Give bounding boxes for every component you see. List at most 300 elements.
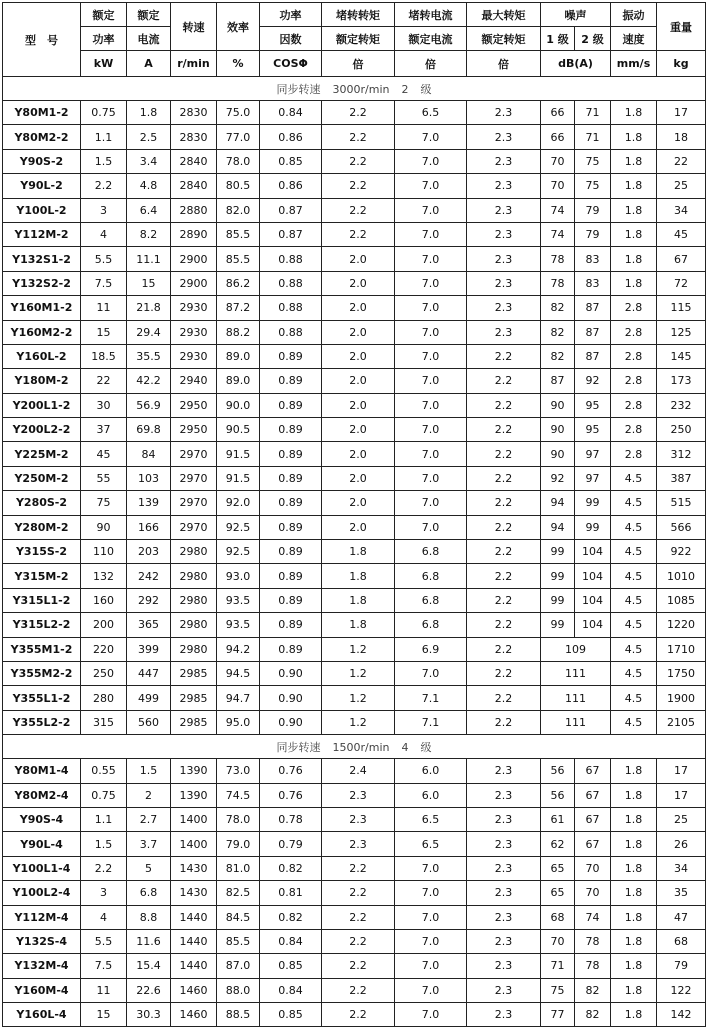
cell-power-factor: 0.88	[260, 320, 322, 344]
cell-noise-grade-2: 104	[575, 588, 611, 612]
cell-model: Y200L1-2	[3, 393, 81, 417]
cell-locked-current: 7.0	[395, 418, 467, 442]
cell-noise-grade-2: 104	[575, 564, 611, 588]
table-row	[3, 271, 706, 295]
header-power-factor-1: 功率	[260, 3, 322, 27]
cell-efficiency: 94.5	[217, 661, 260, 685]
cell-speed: 2980	[171, 637, 217, 661]
cell-speed: 1400	[171, 832, 217, 856]
cell-noise-grade-1: 68	[541, 905, 575, 929]
cell-rated-current: 35.5	[127, 344, 171, 368]
cell-efficiency: 89.0	[217, 344, 260, 368]
cell-noise-grade-2: 67	[575, 783, 611, 807]
cell-efficiency: 89.0	[217, 369, 260, 393]
cell-power-factor: 0.84	[260, 929, 322, 953]
cell-rated-current: 292	[127, 588, 171, 612]
cell-efficiency: 94.7	[217, 686, 260, 710]
cell-max-torque: 2.3	[467, 320, 541, 344]
cell-locked-current: 7.1	[395, 686, 467, 710]
table-row	[3, 637, 706, 661]
cell-power-factor: 0.85	[260, 149, 322, 173]
cell-noise-grade-1: 66	[541, 125, 575, 149]
cell-max-torque: 2.2	[467, 515, 541, 539]
table-row	[3, 783, 706, 807]
cell-model: Y250M-2	[3, 466, 81, 490]
cell-rated-current: 103	[127, 466, 171, 490]
cell-rated-current: 15	[127, 271, 171, 295]
cell-locked-torque: 2.0	[322, 369, 395, 393]
table-header	[3, 3, 706, 77]
cell-rated-current: 56.9	[127, 393, 171, 417]
cell-locked-torque: 2.3	[322, 783, 395, 807]
cell-speed: 2880	[171, 198, 217, 222]
table-row	[3, 686, 706, 710]
section-speed-label: 同步转速	[276, 82, 321, 96]
cell-vibration: 2.8	[611, 442, 657, 466]
header-model: 型 号	[3, 3, 81, 77]
cell-rated-current: 15.4	[127, 954, 171, 978]
table-row	[3, 759, 706, 783]
cell-locked-current: 7.0	[395, 271, 467, 295]
cell-locked-current: 7.0	[395, 125, 467, 149]
cell-efficiency: 75.0	[217, 101, 260, 125]
cell-noise-grade-2: 95	[575, 393, 611, 417]
cell-locked-torque: 2.0	[322, 320, 395, 344]
cell-weight: 67	[657, 247, 706, 271]
cell-noise-grade-1: 90	[541, 393, 575, 417]
cell-speed: 2980	[171, 540, 217, 564]
cell-model: Y160M1-2	[3, 296, 81, 320]
cell-speed: 2940	[171, 369, 217, 393]
cell-locked-current: 6.5	[395, 807, 467, 831]
cell-rated-power: 90	[81, 515, 127, 539]
cell-weight: 17	[657, 759, 706, 783]
cell-rated-power: 2.2	[81, 174, 127, 198]
cell-locked-current: 6.0	[395, 783, 467, 807]
cell-locked-current: 7.0	[395, 978, 467, 1002]
cell-rated-current: 8.8	[127, 905, 171, 929]
cell-efficiency: 87.2	[217, 296, 260, 320]
cell-locked-current: 6.8	[395, 540, 467, 564]
cell-rated-power: 200	[81, 613, 127, 637]
cell-rated-power: 0.75	[81, 101, 127, 125]
header-weight: 重量	[657, 3, 706, 51]
cell-rated-current: 6.4	[127, 198, 171, 222]
cell-efficiency: 74.5	[217, 783, 260, 807]
cell-locked-current: 7.0	[395, 344, 467, 368]
cell-locked-current: 7.0	[395, 174, 467, 198]
cell-vibration: 2.8	[611, 344, 657, 368]
cell-noise-grade-1: 99	[541, 613, 575, 637]
table-row	[3, 588, 706, 612]
cell-power-factor: 0.86	[260, 125, 322, 149]
cell-noise-grade-2: 99	[575, 515, 611, 539]
table-row	[3, 320, 706, 344]
cell-rated-current: 4.8	[127, 174, 171, 198]
cell-speed: 1440	[171, 905, 217, 929]
cell-locked-torque: 2.0	[322, 393, 395, 417]
cell-rated-current: 69.8	[127, 418, 171, 442]
cell-vibration: 4.5	[611, 686, 657, 710]
section-pole-count: 4	[401, 740, 409, 754]
table-row	[3, 881, 706, 905]
cell-noise-grade-1: 87	[541, 369, 575, 393]
cell-power-factor: 0.76	[260, 783, 322, 807]
cell-model: Y80M2-2	[3, 125, 81, 149]
cell-model: Y90S-2	[3, 149, 81, 173]
cell-speed: 2930	[171, 296, 217, 320]
cell-rated-power: 1.1	[81, 807, 127, 831]
cell-power-factor: 0.88	[260, 247, 322, 271]
cell-noise-grade-1: 82	[541, 344, 575, 368]
cell-power-factor: 0.89	[260, 466, 322, 490]
cell-efficiency: 84.5	[217, 905, 260, 929]
cell-noise-grade-1: 82	[541, 296, 575, 320]
cell-speed: 2930	[171, 320, 217, 344]
cell-locked-current: 6.5	[395, 101, 467, 125]
cell-efficiency: 95.0	[217, 710, 260, 734]
header-speed: 转速	[171, 3, 217, 51]
cell-efficiency: 93.5	[217, 613, 260, 637]
cell-weight: 34	[657, 198, 706, 222]
table-row	[3, 491, 706, 515]
header-locked-torque-1: 堵转转矩	[322, 3, 395, 27]
cell-speed: 2980	[171, 588, 217, 612]
cell-noise-grade-1: 92	[541, 466, 575, 490]
cell-rated-current: 5	[127, 856, 171, 880]
cell-efficiency: 90.5	[217, 418, 260, 442]
cell-noise: 111	[541, 661, 611, 685]
cell-speed: 2970	[171, 491, 217, 515]
cell-locked-torque: 1.2	[322, 710, 395, 734]
unit-locked-current: 倍	[395, 51, 467, 77]
cell-locked-current: 7.0	[395, 661, 467, 685]
cell-noise-grade-2: 75	[575, 149, 611, 173]
table-row	[3, 418, 706, 442]
cell-rated-current: 84	[127, 442, 171, 466]
cell-weight: 1900	[657, 686, 706, 710]
section-header-row	[3, 735, 706, 759]
cell-power-factor: 0.88	[260, 296, 322, 320]
cell-max-torque: 2.2	[467, 418, 541, 442]
cell-vibration: 2.8	[611, 393, 657, 417]
cell-locked-current: 6.5	[395, 832, 467, 856]
cell-rated-current: 399	[127, 637, 171, 661]
cell-rated-power: 132	[81, 564, 127, 588]
header-rated-power-1: 额定	[81, 3, 127, 27]
cell-weight: 17	[657, 783, 706, 807]
cell-model: Y132S1-2	[3, 247, 81, 271]
cell-vibration: 4.5	[611, 613, 657, 637]
cell-vibration: 1.8	[611, 101, 657, 125]
cell-model: Y315L2-2	[3, 613, 81, 637]
cell-speed: 1430	[171, 881, 217, 905]
cell-rated-power: 11	[81, 978, 127, 1002]
table-row	[3, 856, 706, 880]
cell-power-factor: 0.89	[260, 588, 322, 612]
cell-weight: 115	[657, 296, 706, 320]
cell-vibration: 4.5	[611, 710, 657, 734]
section-header-cell	[3, 77, 706, 101]
cell-noise-grade-1: 99	[541, 540, 575, 564]
cell-model: Y280S-2	[3, 491, 81, 515]
cell-vibration: 1.8	[611, 174, 657, 198]
cell-locked-torque: 1.2	[322, 637, 395, 661]
cell-noise-grade-1: 82	[541, 320, 575, 344]
cell-weight: 1085	[657, 588, 706, 612]
cell-power-factor: 0.90	[260, 686, 322, 710]
cell-rated-current: 203	[127, 540, 171, 564]
cell-vibration: 1.8	[611, 881, 657, 905]
cell-speed: 2985	[171, 710, 217, 734]
cell-max-torque: 2.2	[467, 491, 541, 515]
unit-rated-current: A	[127, 51, 171, 77]
table-row	[3, 442, 706, 466]
header-noise-grade-1: 1 级	[541, 27, 575, 51]
cell-speed: 2950	[171, 393, 217, 417]
cell-speed: 2930	[171, 344, 217, 368]
header-efficiency: 效率	[217, 3, 260, 51]
cell-vibration: 1.8	[611, 905, 657, 929]
cell-efficiency: 80.5	[217, 174, 260, 198]
cell-max-torque: 2.2	[467, 637, 541, 661]
unit-locked-torque: 倍	[322, 51, 395, 77]
cell-rated-current: 3.4	[127, 149, 171, 173]
cell-rated-power: 2.2	[81, 856, 127, 880]
unit-vibration: mm/s	[611, 51, 657, 77]
cell-power-factor: 0.87	[260, 222, 322, 246]
cell-power-factor: 0.90	[260, 710, 322, 734]
cell-rated-power: 0.75	[81, 783, 127, 807]
cell-vibration: 1.8	[611, 149, 657, 173]
cell-locked-torque: 2.2	[322, 1003, 395, 1027]
cell-rated-power: 280	[81, 686, 127, 710]
cell-efficiency: 88.2	[217, 320, 260, 344]
cell-model: Y315S-2	[3, 540, 81, 564]
cell-model: Y225M-2	[3, 442, 81, 466]
cell-weight: 35	[657, 881, 706, 905]
cell-power-factor: 0.89	[260, 393, 322, 417]
cell-noise-grade-1: 74	[541, 198, 575, 222]
cell-rated-current: 139	[127, 491, 171, 515]
cell-weight: 566	[657, 515, 706, 539]
cell-max-torque: 2.3	[467, 101, 541, 125]
cell-locked-current: 6.8	[395, 613, 467, 637]
cell-rated-power: 315	[81, 710, 127, 734]
cell-locked-torque: 1.2	[322, 661, 395, 685]
cell-efficiency: 77.0	[217, 125, 260, 149]
cell-locked-current: 7.0	[395, 442, 467, 466]
unit-weight: kg	[657, 51, 706, 77]
cell-speed: 1440	[171, 929, 217, 953]
section-speed-label: 同步转速	[276, 740, 321, 754]
cell-power-factor: 0.89	[260, 637, 322, 661]
cell-rated-power: 250	[81, 661, 127, 685]
cell-model: Y280M-2	[3, 515, 81, 539]
cell-model: Y200L2-2	[3, 418, 81, 442]
cell-locked-torque: 2.0	[322, 515, 395, 539]
cell-model: Y90S-4	[3, 807, 81, 831]
cell-vibration: 2.8	[611, 418, 657, 442]
table-row	[3, 198, 706, 222]
header-rated-power-2: 功率	[81, 27, 127, 51]
cell-efficiency: 91.5	[217, 466, 260, 490]
cell-noise-grade-1: 56	[541, 759, 575, 783]
cell-weight: 25	[657, 807, 706, 831]
cell-vibration: 4.5	[611, 588, 657, 612]
cell-power-factor: 0.87	[260, 198, 322, 222]
cell-weight: 25	[657, 174, 706, 198]
table-row	[3, 807, 706, 831]
cell-power-factor: 0.89	[260, 613, 322, 637]
cell-max-torque: 2.3	[467, 881, 541, 905]
cell-speed: 1460	[171, 1003, 217, 1027]
cell-rated-current: 42.2	[127, 369, 171, 393]
cell-locked-torque: 2.2	[322, 222, 395, 246]
cell-noise-grade-1: 70	[541, 149, 575, 173]
cell-noise-grade-1: 74	[541, 222, 575, 246]
cell-efficiency: 82.5	[217, 881, 260, 905]
cell-power-factor: 0.89	[260, 515, 322, 539]
cell-weight: 1220	[657, 613, 706, 637]
cell-efficiency: 78.0	[217, 807, 260, 831]
cell-locked-current: 7.0	[395, 881, 467, 905]
cell-power-factor: 0.84	[260, 101, 322, 125]
cell-efficiency: 85.5	[217, 222, 260, 246]
cell-noise: 111	[541, 686, 611, 710]
cell-noise-grade-1: 75	[541, 978, 575, 1002]
cell-noise-grade-1: 65	[541, 856, 575, 880]
unit-power-factor: COSΦ	[260, 51, 322, 77]
cell-noise-grade-2: 70	[575, 881, 611, 905]
cell-weight: 1710	[657, 637, 706, 661]
cell-locked-torque: 1.8	[322, 540, 395, 564]
table-row	[3, 393, 706, 417]
cell-rated-power: 18.5	[81, 344, 127, 368]
cell-speed: 1430	[171, 856, 217, 880]
cell-speed: 2840	[171, 174, 217, 198]
cell-locked-torque: 2.0	[322, 442, 395, 466]
cell-locked-torque: 2.0	[322, 247, 395, 271]
cell-efficiency: 87.0	[217, 954, 260, 978]
cell-model: Y160M-4	[3, 978, 81, 1002]
cell-vibration: 4.5	[611, 491, 657, 515]
cell-noise-grade-1: 99	[541, 564, 575, 588]
cell-locked-torque: 1.2	[322, 686, 395, 710]
cell-efficiency: 90.0	[217, 393, 260, 417]
cell-rated-power: 5.5	[81, 247, 127, 271]
section-pole-label: 级	[420, 740, 432, 754]
cell-weight: 173	[657, 369, 706, 393]
cell-vibration: 1.8	[611, 198, 657, 222]
cell-rated-current: 3.7	[127, 832, 171, 856]
cell-locked-torque: 1.8	[322, 564, 395, 588]
cell-rated-power: 11	[81, 296, 127, 320]
cell-speed: 2830	[171, 125, 217, 149]
cell-rated-power: 75	[81, 491, 127, 515]
cell-noise-grade-2: 75	[575, 174, 611, 198]
cell-model: Y132M-4	[3, 954, 81, 978]
cell-noise-grade-2: 99	[575, 491, 611, 515]
cell-locked-current: 7.0	[395, 856, 467, 880]
cell-rated-power: 1.5	[81, 149, 127, 173]
cell-locked-torque: 2.2	[322, 929, 395, 953]
section-speed-value: 1500r/min	[332, 740, 390, 754]
cell-locked-current: 7.0	[395, 393, 467, 417]
cell-rated-power: 1.1	[81, 125, 127, 149]
section-header-row	[3, 77, 706, 101]
cell-efficiency: 93.0	[217, 564, 260, 588]
cell-model: Y160L-4	[3, 1003, 81, 1027]
cell-max-torque: 2.3	[467, 198, 541, 222]
cell-max-torque: 2.3	[467, 247, 541, 271]
cell-model: Y80M1-4	[3, 759, 81, 783]
table-row	[3, 710, 706, 734]
cell-power-factor: 0.89	[260, 564, 322, 588]
cell-model: Y80M1-2	[3, 101, 81, 125]
cell-rated-current: 2.7	[127, 807, 171, 831]
header-locked-torque-2: 额定转矩	[322, 27, 395, 51]
cell-power-factor: 0.86	[260, 174, 322, 198]
cell-rated-power: 3	[81, 881, 127, 905]
cell-rated-current: 242	[127, 564, 171, 588]
cell-locked-current: 7.0	[395, 296, 467, 320]
cell-max-torque: 2.3	[467, 1003, 541, 1027]
table-body	[3, 77, 706, 1027]
cell-max-torque: 2.3	[467, 296, 541, 320]
cell-locked-torque: 2.2	[322, 881, 395, 905]
table-row	[3, 125, 706, 149]
cell-noise-grade-1: 65	[541, 881, 575, 905]
cell-speed: 2950	[171, 418, 217, 442]
cell-efficiency: 82.0	[217, 198, 260, 222]
cell-noise: 111	[541, 710, 611, 734]
table-row	[3, 540, 706, 564]
header-max-torque-1: 最大转矩	[467, 3, 541, 27]
section-pole-label: 级	[420, 82, 432, 96]
table-row	[3, 978, 706, 1002]
cell-rated-current: 21.8	[127, 296, 171, 320]
cell-noise-grade-2: 95	[575, 418, 611, 442]
cell-vibration: 4.5	[611, 564, 657, 588]
cell-rated-power: 37	[81, 418, 127, 442]
cell-weight: 122	[657, 978, 706, 1002]
table-row	[3, 174, 706, 198]
cell-power-factor: 0.89	[260, 369, 322, 393]
cell-vibration: 1.8	[611, 759, 657, 783]
cell-noise-grade-2: 74	[575, 905, 611, 929]
cell-max-torque: 2.3	[467, 905, 541, 929]
cell-noise-grade-1: 94	[541, 491, 575, 515]
cell-power-factor: 0.89	[260, 491, 322, 515]
cell-speed: 1460	[171, 978, 217, 1002]
cell-noise-grade-2: 71	[575, 101, 611, 125]
cell-locked-current: 7.0	[395, 198, 467, 222]
cell-vibration: 4.5	[611, 540, 657, 564]
header-locked-current-2: 额定电流	[395, 27, 467, 51]
table-row	[3, 905, 706, 929]
cell-rated-power: 45	[81, 442, 127, 466]
cell-efficiency: 92.0	[217, 491, 260, 515]
cell-vibration: 1.8	[611, 832, 657, 856]
cell-rated-current: 22.6	[127, 978, 171, 1002]
cell-speed: 2985	[171, 686, 217, 710]
cell-speed: 2900	[171, 271, 217, 295]
cell-locked-current: 7.0	[395, 369, 467, 393]
cell-max-torque: 2.3	[467, 125, 541, 149]
cell-max-torque: 2.2	[467, 369, 541, 393]
cell-efficiency: 73.0	[217, 759, 260, 783]
